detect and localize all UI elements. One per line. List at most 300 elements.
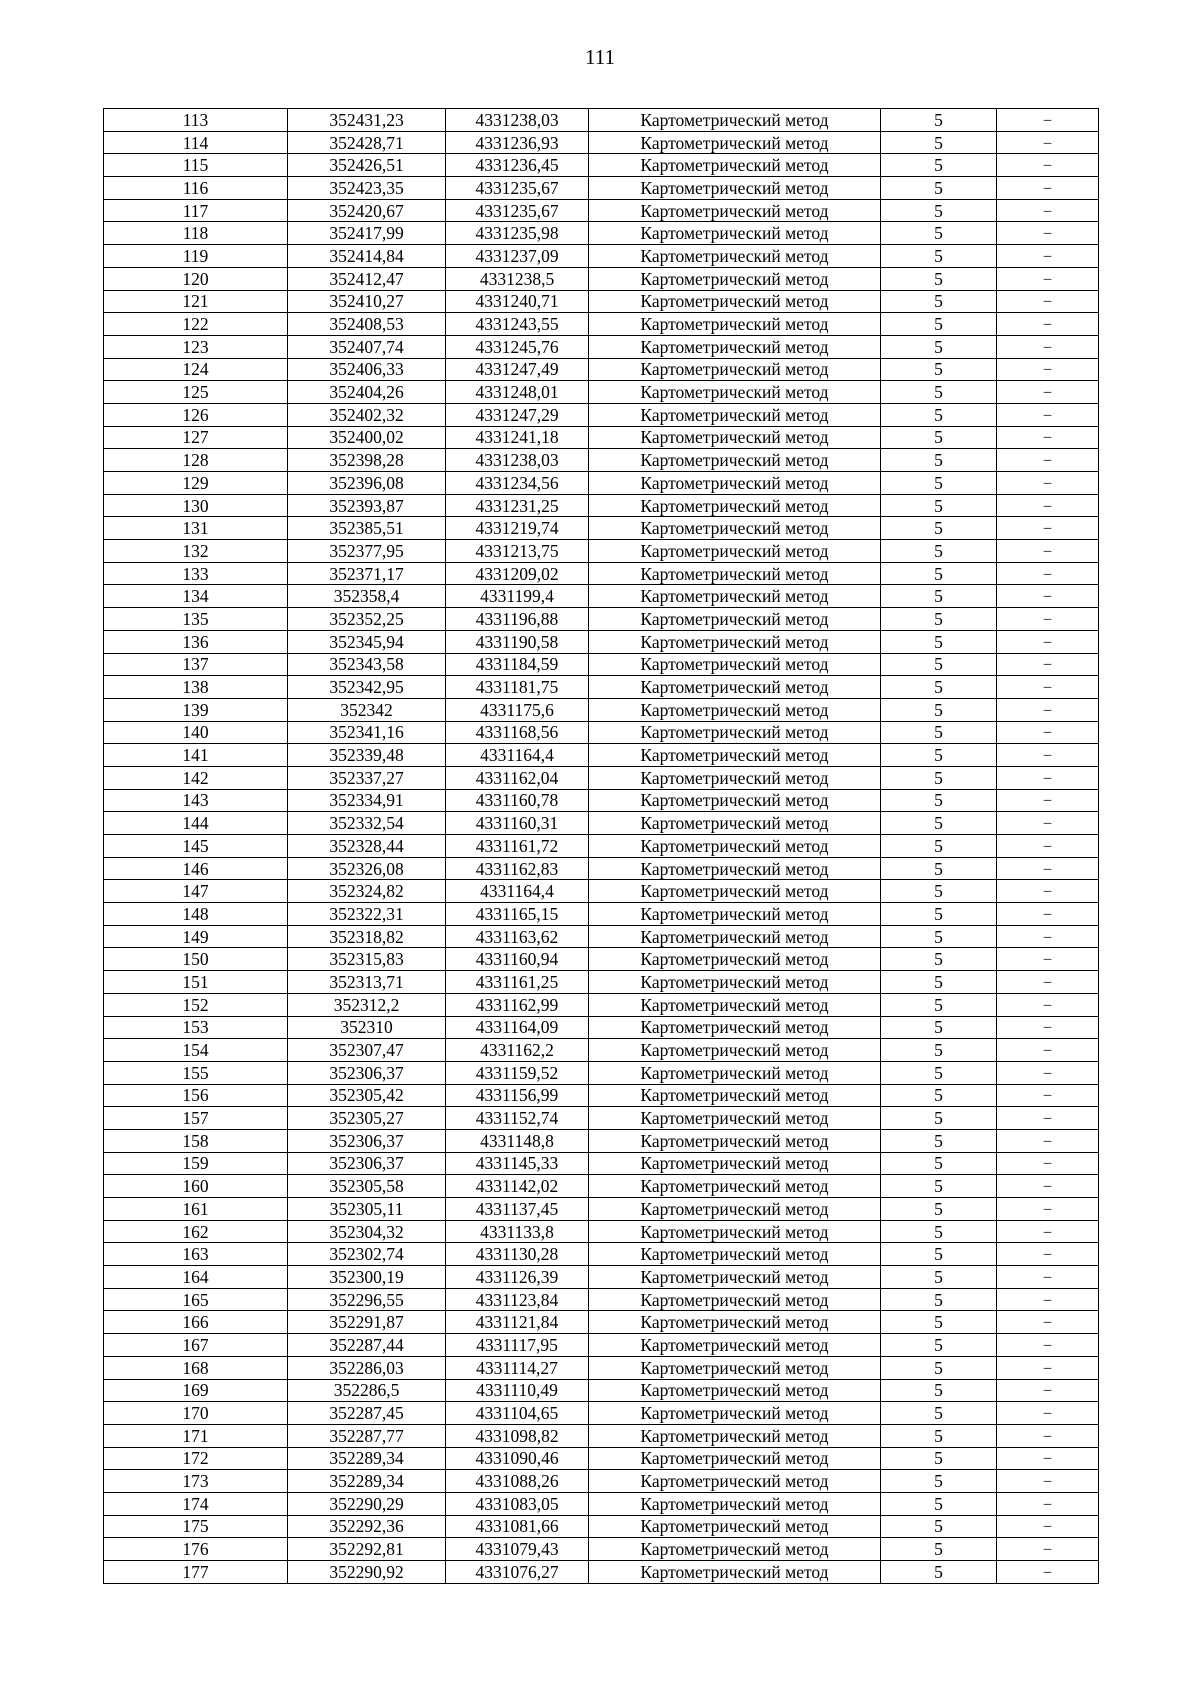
x-coordinate-cell: 352302,74: [288, 1243, 446, 1266]
point-number-cell: 151: [104, 971, 288, 994]
x-coordinate-cell: 352315,83: [288, 948, 446, 971]
note-cell: –: [997, 676, 1099, 699]
table-row: [104, 857, 1099, 880]
y-coordinate-cell: 4331165,15: [446, 903, 589, 926]
point-number-cell: 145: [104, 835, 288, 858]
method-cell: Картометрический метод: [589, 313, 881, 336]
table-row: [104, 971, 1099, 994]
method-cell: Картометрический метод: [589, 1402, 881, 1425]
note-cell: –: [997, 880, 1099, 903]
point-number-cell: 116: [104, 177, 288, 200]
note-cell: –: [997, 608, 1099, 631]
note-cell: –: [997, 835, 1099, 858]
note-cell: –: [997, 993, 1099, 1016]
y-coordinate-cell: 4331148,8: [446, 1129, 589, 1152]
note-cell: –: [997, 199, 1099, 222]
table-row: [104, 540, 1099, 563]
y-coordinate-cell: 4331240,71: [446, 290, 589, 313]
note-cell: –: [997, 1561, 1099, 1584]
accuracy-cell: 5: [881, 1107, 997, 1130]
method-cell: Картометрический метод: [589, 1424, 881, 1447]
y-coordinate-cell: 4331090,46: [446, 1447, 589, 1470]
accuracy-cell: 5: [881, 381, 997, 404]
point-number-cell: 129: [104, 472, 288, 495]
table-row: [104, 925, 1099, 948]
accuracy-cell: 5: [881, 1538, 997, 1561]
y-coordinate-cell: 4331076,27: [446, 1561, 589, 1584]
accuracy-cell: 5: [881, 154, 997, 177]
table-row: [104, 109, 1099, 132]
table-row: [104, 653, 1099, 676]
note-cell: –: [997, 1538, 1099, 1561]
table-row: [104, 1039, 1099, 1062]
x-coordinate-cell: 352296,55: [288, 1288, 446, 1311]
point-number-cell: 117: [104, 199, 288, 222]
x-coordinate-cell: 352287,77: [288, 1424, 446, 1447]
point-number-cell: 177: [104, 1561, 288, 1584]
method-cell: Картометрический метод: [589, 1107, 881, 1130]
table-row: [104, 1447, 1099, 1470]
x-coordinate-cell: 352426,51: [288, 154, 446, 177]
accuracy-cell: 5: [881, 812, 997, 835]
method-cell: Картометрический метод: [589, 812, 881, 835]
table-row: [104, 1266, 1099, 1289]
x-coordinate-cell: 352408,53: [288, 313, 446, 336]
method-cell: Картометрический метод: [589, 1220, 881, 1243]
point-number-cell: 165: [104, 1288, 288, 1311]
y-coordinate-cell: 4331164,4: [446, 880, 589, 903]
table-row: [104, 154, 1099, 177]
point-number-cell: 113: [104, 109, 288, 132]
method-cell: Картометрический метод: [589, 585, 881, 608]
method-cell: Картометрический метод: [589, 562, 881, 585]
accuracy-cell: 5: [881, 766, 997, 789]
table-row: [104, 335, 1099, 358]
accuracy-cell: 5: [881, 1198, 997, 1221]
note-cell: –: [997, 1175, 1099, 1198]
y-coordinate-cell: 4331160,31: [446, 812, 589, 835]
accuracy-cell: 5: [881, 608, 997, 631]
point-number-cell: 154: [104, 1039, 288, 1062]
y-coordinate-cell: 4331164,09: [446, 1016, 589, 1039]
point-number-cell: 172: [104, 1447, 288, 1470]
note-cell: –: [997, 1152, 1099, 1175]
accuracy-cell: 5: [881, 925, 997, 948]
point-number-cell: 161: [104, 1198, 288, 1221]
table-row: [104, 1175, 1099, 1198]
x-coordinate-cell: 352306,37: [288, 1061, 446, 1084]
table-row: [104, 517, 1099, 540]
note-cell: –: [997, 245, 1099, 268]
method-cell: Картометрический метод: [589, 1561, 881, 1584]
note-cell: –: [997, 1402, 1099, 1425]
note-cell: –: [997, 177, 1099, 200]
point-number-cell: 157: [104, 1107, 288, 1130]
x-coordinate-cell: 352286,03: [288, 1356, 446, 1379]
y-coordinate-cell: 4331190,58: [446, 630, 589, 653]
table-row: [104, 199, 1099, 222]
y-coordinate-cell: 4331079,43: [446, 1538, 589, 1561]
y-coordinate-cell: 4331161,72: [446, 835, 589, 858]
x-coordinate-cell: 352328,44: [288, 835, 446, 858]
x-coordinate-cell: 352304,32: [288, 1220, 446, 1243]
note-cell: –: [997, 971, 1099, 994]
y-coordinate-cell: 4331114,27: [446, 1356, 589, 1379]
y-coordinate-cell: 4331162,04: [446, 766, 589, 789]
note-cell: –: [997, 857, 1099, 880]
y-coordinate-cell: 4331161,25: [446, 971, 589, 994]
accuracy-cell: 5: [881, 131, 997, 154]
method-cell: Картометрический метод: [589, 857, 881, 880]
x-coordinate-cell: 352289,34: [288, 1447, 446, 1470]
accuracy-cell: 5: [881, 449, 997, 472]
table-row: [104, 1538, 1099, 1561]
method-cell: Картометрический метод: [589, 835, 881, 858]
table-row: [104, 1402, 1099, 1425]
table-row: [104, 766, 1099, 789]
y-coordinate-cell: 4331241,18: [446, 426, 589, 449]
y-coordinate-cell: 4331123,84: [446, 1288, 589, 1311]
table-row: [104, 1424, 1099, 1447]
method-cell: Картометрический метод: [589, 131, 881, 154]
y-coordinate-cell: 4331196,88: [446, 608, 589, 631]
y-coordinate-cell: 4331160,78: [446, 789, 589, 812]
point-number-cell: 147: [104, 880, 288, 903]
x-coordinate-cell: 352324,82: [288, 880, 446, 903]
y-coordinate-cell: 4331235,67: [446, 199, 589, 222]
accuracy-cell: 5: [881, 993, 997, 1016]
method-cell: Картометрический метод: [589, 109, 881, 132]
note-cell: –: [997, 1492, 1099, 1515]
table-body: [104, 109, 1099, 1584]
table-row: [104, 131, 1099, 154]
point-number-cell: 143: [104, 789, 288, 812]
y-coordinate-cell: 4331236,93: [446, 131, 589, 154]
table-row: [104, 1356, 1099, 1379]
note-cell: –: [997, 494, 1099, 517]
accuracy-cell: 5: [881, 1288, 997, 1311]
accuracy-cell: 5: [881, 1334, 997, 1357]
point-number-cell: 133: [104, 562, 288, 585]
x-coordinate-cell: 352307,47: [288, 1039, 446, 1062]
note-cell: –: [997, 540, 1099, 563]
table-row: [104, 903, 1099, 926]
note-cell: –: [997, 1424, 1099, 1447]
table-row: [104, 1334, 1099, 1357]
method-cell: Картометрический метод: [589, 1515, 881, 1538]
point-number-cell: 170: [104, 1402, 288, 1425]
x-coordinate-cell: 352393,87: [288, 494, 446, 517]
accuracy-cell: 5: [881, 199, 997, 222]
x-coordinate-cell: 352341,16: [288, 721, 446, 744]
y-coordinate-cell: 4331163,62: [446, 925, 589, 948]
y-coordinate-cell: 4331238,03: [446, 109, 589, 132]
y-coordinate-cell: 4331199,4: [446, 585, 589, 608]
x-coordinate-cell: 352377,95: [288, 540, 446, 563]
note-cell: –: [997, 335, 1099, 358]
method-cell: Картометрический метод: [589, 1379, 881, 1402]
note-cell: –: [997, 358, 1099, 381]
x-coordinate-cell: 352396,08: [288, 472, 446, 495]
table-row: [104, 290, 1099, 313]
method-cell: Картометрический метод: [589, 449, 881, 472]
x-coordinate-cell: 352312,2: [288, 993, 446, 1016]
table-row: [104, 948, 1099, 971]
table-row: [104, 1311, 1099, 1334]
note-cell: –: [997, 698, 1099, 721]
accuracy-cell: 5: [881, 1356, 997, 1379]
point-number-cell: 114: [104, 131, 288, 154]
table-row: [104, 1016, 1099, 1039]
table-row: [104, 403, 1099, 426]
note-cell: –: [997, 290, 1099, 313]
x-coordinate-cell: 352339,48: [288, 744, 446, 767]
note-cell: –: [997, 1311, 1099, 1334]
method-cell: Картометрический метод: [589, 1129, 881, 1152]
accuracy-cell: 5: [881, 903, 997, 926]
point-number-cell: 136: [104, 630, 288, 653]
method-cell: Картометрический метод: [589, 177, 881, 200]
accuracy-cell: 5: [881, 1152, 997, 1175]
x-coordinate-cell: 352414,84: [288, 245, 446, 268]
y-coordinate-cell: 4331213,75: [446, 540, 589, 563]
x-coordinate-cell: 352292,36: [288, 1515, 446, 1538]
x-coordinate-cell: 352431,23: [288, 109, 446, 132]
point-number-cell: 146: [104, 857, 288, 880]
point-number-cell: 144: [104, 812, 288, 835]
accuracy-cell: 5: [881, 517, 997, 540]
point-number-cell: 142: [104, 766, 288, 789]
note-cell: –: [997, 472, 1099, 495]
accuracy-cell: 5: [881, 267, 997, 290]
accuracy-cell: 5: [881, 494, 997, 517]
note-cell: –: [997, 653, 1099, 676]
x-coordinate-cell: 352404,26: [288, 381, 446, 404]
x-coordinate-cell: 352412,47: [288, 267, 446, 290]
point-number-cell: 150: [104, 948, 288, 971]
note-cell: –: [997, 925, 1099, 948]
method-cell: Картометрический метод: [589, 517, 881, 540]
method-cell: Картометрический метод: [589, 540, 881, 563]
x-coordinate-cell: 352342,95: [288, 676, 446, 699]
x-coordinate-cell: 352291,87: [288, 1311, 446, 1334]
point-number-cell: 125: [104, 381, 288, 404]
x-coordinate-cell: 352332,54: [288, 812, 446, 835]
table-row: [104, 608, 1099, 631]
method-cell: Картометрический метод: [589, 993, 881, 1016]
table-row: [104, 245, 1099, 268]
table-row: [104, 1061, 1099, 1084]
x-coordinate-cell: 352305,42: [288, 1084, 446, 1107]
note-cell: –: [997, 1356, 1099, 1379]
table-row: [104, 1492, 1099, 1515]
x-coordinate-cell: 352310: [288, 1016, 446, 1039]
method-cell: Картометрический метод: [589, 154, 881, 177]
y-coordinate-cell: 4331219,74: [446, 517, 589, 540]
accuracy-cell: 5: [881, 1039, 997, 1062]
y-coordinate-cell: 4331137,45: [446, 1198, 589, 1221]
accuracy-cell: 5: [881, 426, 997, 449]
accuracy-cell: 5: [881, 335, 997, 358]
note-cell: –: [997, 1084, 1099, 1107]
note-cell: –: [997, 131, 1099, 154]
x-coordinate-cell: 352305,58: [288, 1175, 446, 1198]
accuracy-cell: 5: [881, 948, 997, 971]
note-cell: –: [997, 812, 1099, 835]
point-number-cell: 160: [104, 1175, 288, 1198]
note-cell: –: [997, 1039, 1099, 1062]
method-cell: Картометрический метод: [589, 472, 881, 495]
x-coordinate-cell: 352300,19: [288, 1266, 446, 1289]
point-number-cell: 139: [104, 698, 288, 721]
point-number-cell: 119: [104, 245, 288, 268]
y-coordinate-cell: 4331159,52: [446, 1061, 589, 1084]
accuracy-cell: 5: [881, 1492, 997, 1515]
point-number-cell: 120: [104, 267, 288, 290]
y-coordinate-cell: 4331088,26: [446, 1470, 589, 1493]
note-cell: –: [997, 1107, 1099, 1130]
table-row: [104, 585, 1099, 608]
accuracy-cell: 5: [881, 222, 997, 245]
method-cell: Картометрический метод: [589, 381, 881, 404]
table-row: [104, 358, 1099, 381]
y-coordinate-cell: 4331104,65: [446, 1402, 589, 1425]
y-coordinate-cell: 4331231,25: [446, 494, 589, 517]
table-row: [104, 1561, 1099, 1584]
method-cell: Картометрический метод: [589, 721, 881, 744]
x-coordinate-cell: 352292,81: [288, 1538, 446, 1561]
y-coordinate-cell: 4331175,6: [446, 698, 589, 721]
table-row: [104, 698, 1099, 721]
accuracy-cell: 5: [881, 1061, 997, 1084]
table-row: [104, 812, 1099, 835]
table-row: [104, 449, 1099, 472]
accuracy-cell: 5: [881, 1515, 997, 1538]
point-number-cell: 128: [104, 449, 288, 472]
x-coordinate-cell: 352406,33: [288, 358, 446, 381]
point-number-cell: 134: [104, 585, 288, 608]
note-cell: –: [997, 1515, 1099, 1538]
accuracy-cell: 5: [881, 1243, 997, 1266]
note-cell: –: [997, 1061, 1099, 1084]
point-number-cell: 171: [104, 1424, 288, 1447]
x-coordinate-cell: 352305,27: [288, 1107, 446, 1130]
point-number-cell: 131: [104, 517, 288, 540]
y-coordinate-cell: 4331247,29: [446, 403, 589, 426]
point-number-cell: 158: [104, 1129, 288, 1152]
point-number-cell: 118: [104, 222, 288, 245]
method-cell: Картометрический метод: [589, 766, 881, 789]
x-coordinate-cell: 352410,27: [288, 290, 446, 313]
point-number-cell: 175: [104, 1515, 288, 1538]
x-coordinate-cell: 352305,11: [288, 1198, 446, 1221]
point-number-cell: 167: [104, 1334, 288, 1357]
method-cell: Картометрический метод: [589, 1016, 881, 1039]
method-cell: Картометрический метод: [589, 698, 881, 721]
point-number-cell: 162: [104, 1220, 288, 1243]
table-row: [104, 1220, 1099, 1243]
y-coordinate-cell: 4331162,2: [446, 1039, 589, 1062]
y-coordinate-cell: 4331243,55: [446, 313, 589, 336]
x-coordinate-cell: 352306,37: [288, 1129, 446, 1152]
y-coordinate-cell: 4331162,99: [446, 993, 589, 1016]
note-cell: –: [997, 948, 1099, 971]
y-coordinate-cell: 4331235,98: [446, 222, 589, 245]
accuracy-cell: 5: [881, 653, 997, 676]
method-cell: Картометрический метод: [589, 1470, 881, 1493]
note-cell: –: [997, 721, 1099, 744]
point-number-cell: 163: [104, 1243, 288, 1266]
x-coordinate-cell: 352400,02: [288, 426, 446, 449]
note-cell: –: [997, 403, 1099, 426]
x-coordinate-cell: 352290,92: [288, 1561, 446, 1584]
y-coordinate-cell: 4331130,28: [446, 1243, 589, 1266]
point-number-cell: 141: [104, 744, 288, 767]
method-cell: Картометрический метод: [589, 1266, 881, 1289]
accuracy-cell: 5: [881, 880, 997, 903]
y-coordinate-cell: 4331237,09: [446, 245, 589, 268]
point-number-cell: 176: [104, 1538, 288, 1561]
method-cell: Картометрический метод: [589, 1311, 881, 1334]
y-coordinate-cell: 4331152,74: [446, 1107, 589, 1130]
method-cell: Картометрический метод: [589, 1356, 881, 1379]
y-coordinate-cell: 4331145,33: [446, 1152, 589, 1175]
table-row: [104, 562, 1099, 585]
x-coordinate-cell: 352358,4: [288, 585, 446, 608]
accuracy-cell: 5: [881, 1084, 997, 1107]
table-row: [104, 426, 1099, 449]
point-number-cell: 153: [104, 1016, 288, 1039]
point-number-cell: 148: [104, 903, 288, 926]
table-row: [104, 494, 1099, 517]
accuracy-cell: 5: [881, 290, 997, 313]
table-row: [104, 1470, 1099, 1493]
note-cell: –: [997, 1266, 1099, 1289]
accuracy-cell: 5: [881, 971, 997, 994]
note-cell: –: [997, 1447, 1099, 1470]
accuracy-cell: 5: [881, 403, 997, 426]
point-number-cell: 168: [104, 1356, 288, 1379]
point-number-cell: 123: [104, 335, 288, 358]
method-cell: Картометрический метод: [589, 1334, 881, 1357]
method-cell: Картометрический метод: [589, 358, 881, 381]
x-coordinate-cell: 352322,31: [288, 903, 446, 926]
method-cell: Картометрический метод: [589, 1152, 881, 1175]
accuracy-cell: 5: [881, 1220, 997, 1243]
x-coordinate-cell: 352343,58: [288, 653, 446, 676]
y-coordinate-cell: 4331121,84: [446, 1311, 589, 1334]
point-number-cell: 135: [104, 608, 288, 631]
x-coordinate-cell: 352407,74: [288, 335, 446, 358]
table-row: [104, 630, 1099, 653]
method-cell: Картометрический метод: [589, 1175, 881, 1198]
accuracy-cell: 5: [881, 313, 997, 336]
point-number-cell: 166: [104, 1311, 288, 1334]
table-row: [104, 1129, 1099, 1152]
note-cell: –: [997, 426, 1099, 449]
accuracy-cell: 5: [881, 109, 997, 132]
method-cell: Картометрический метод: [589, 903, 881, 926]
accuracy-cell: 5: [881, 1402, 997, 1425]
accuracy-cell: 5: [881, 540, 997, 563]
point-number-cell: 152: [104, 993, 288, 1016]
point-number-cell: 173: [104, 1470, 288, 1493]
y-coordinate-cell: 4331168,56: [446, 721, 589, 744]
x-coordinate-cell: 352326,08: [288, 857, 446, 880]
note-cell: –: [997, 109, 1099, 132]
x-coordinate-cell: 352289,34: [288, 1470, 446, 1493]
accuracy-cell: 5: [881, 835, 997, 858]
